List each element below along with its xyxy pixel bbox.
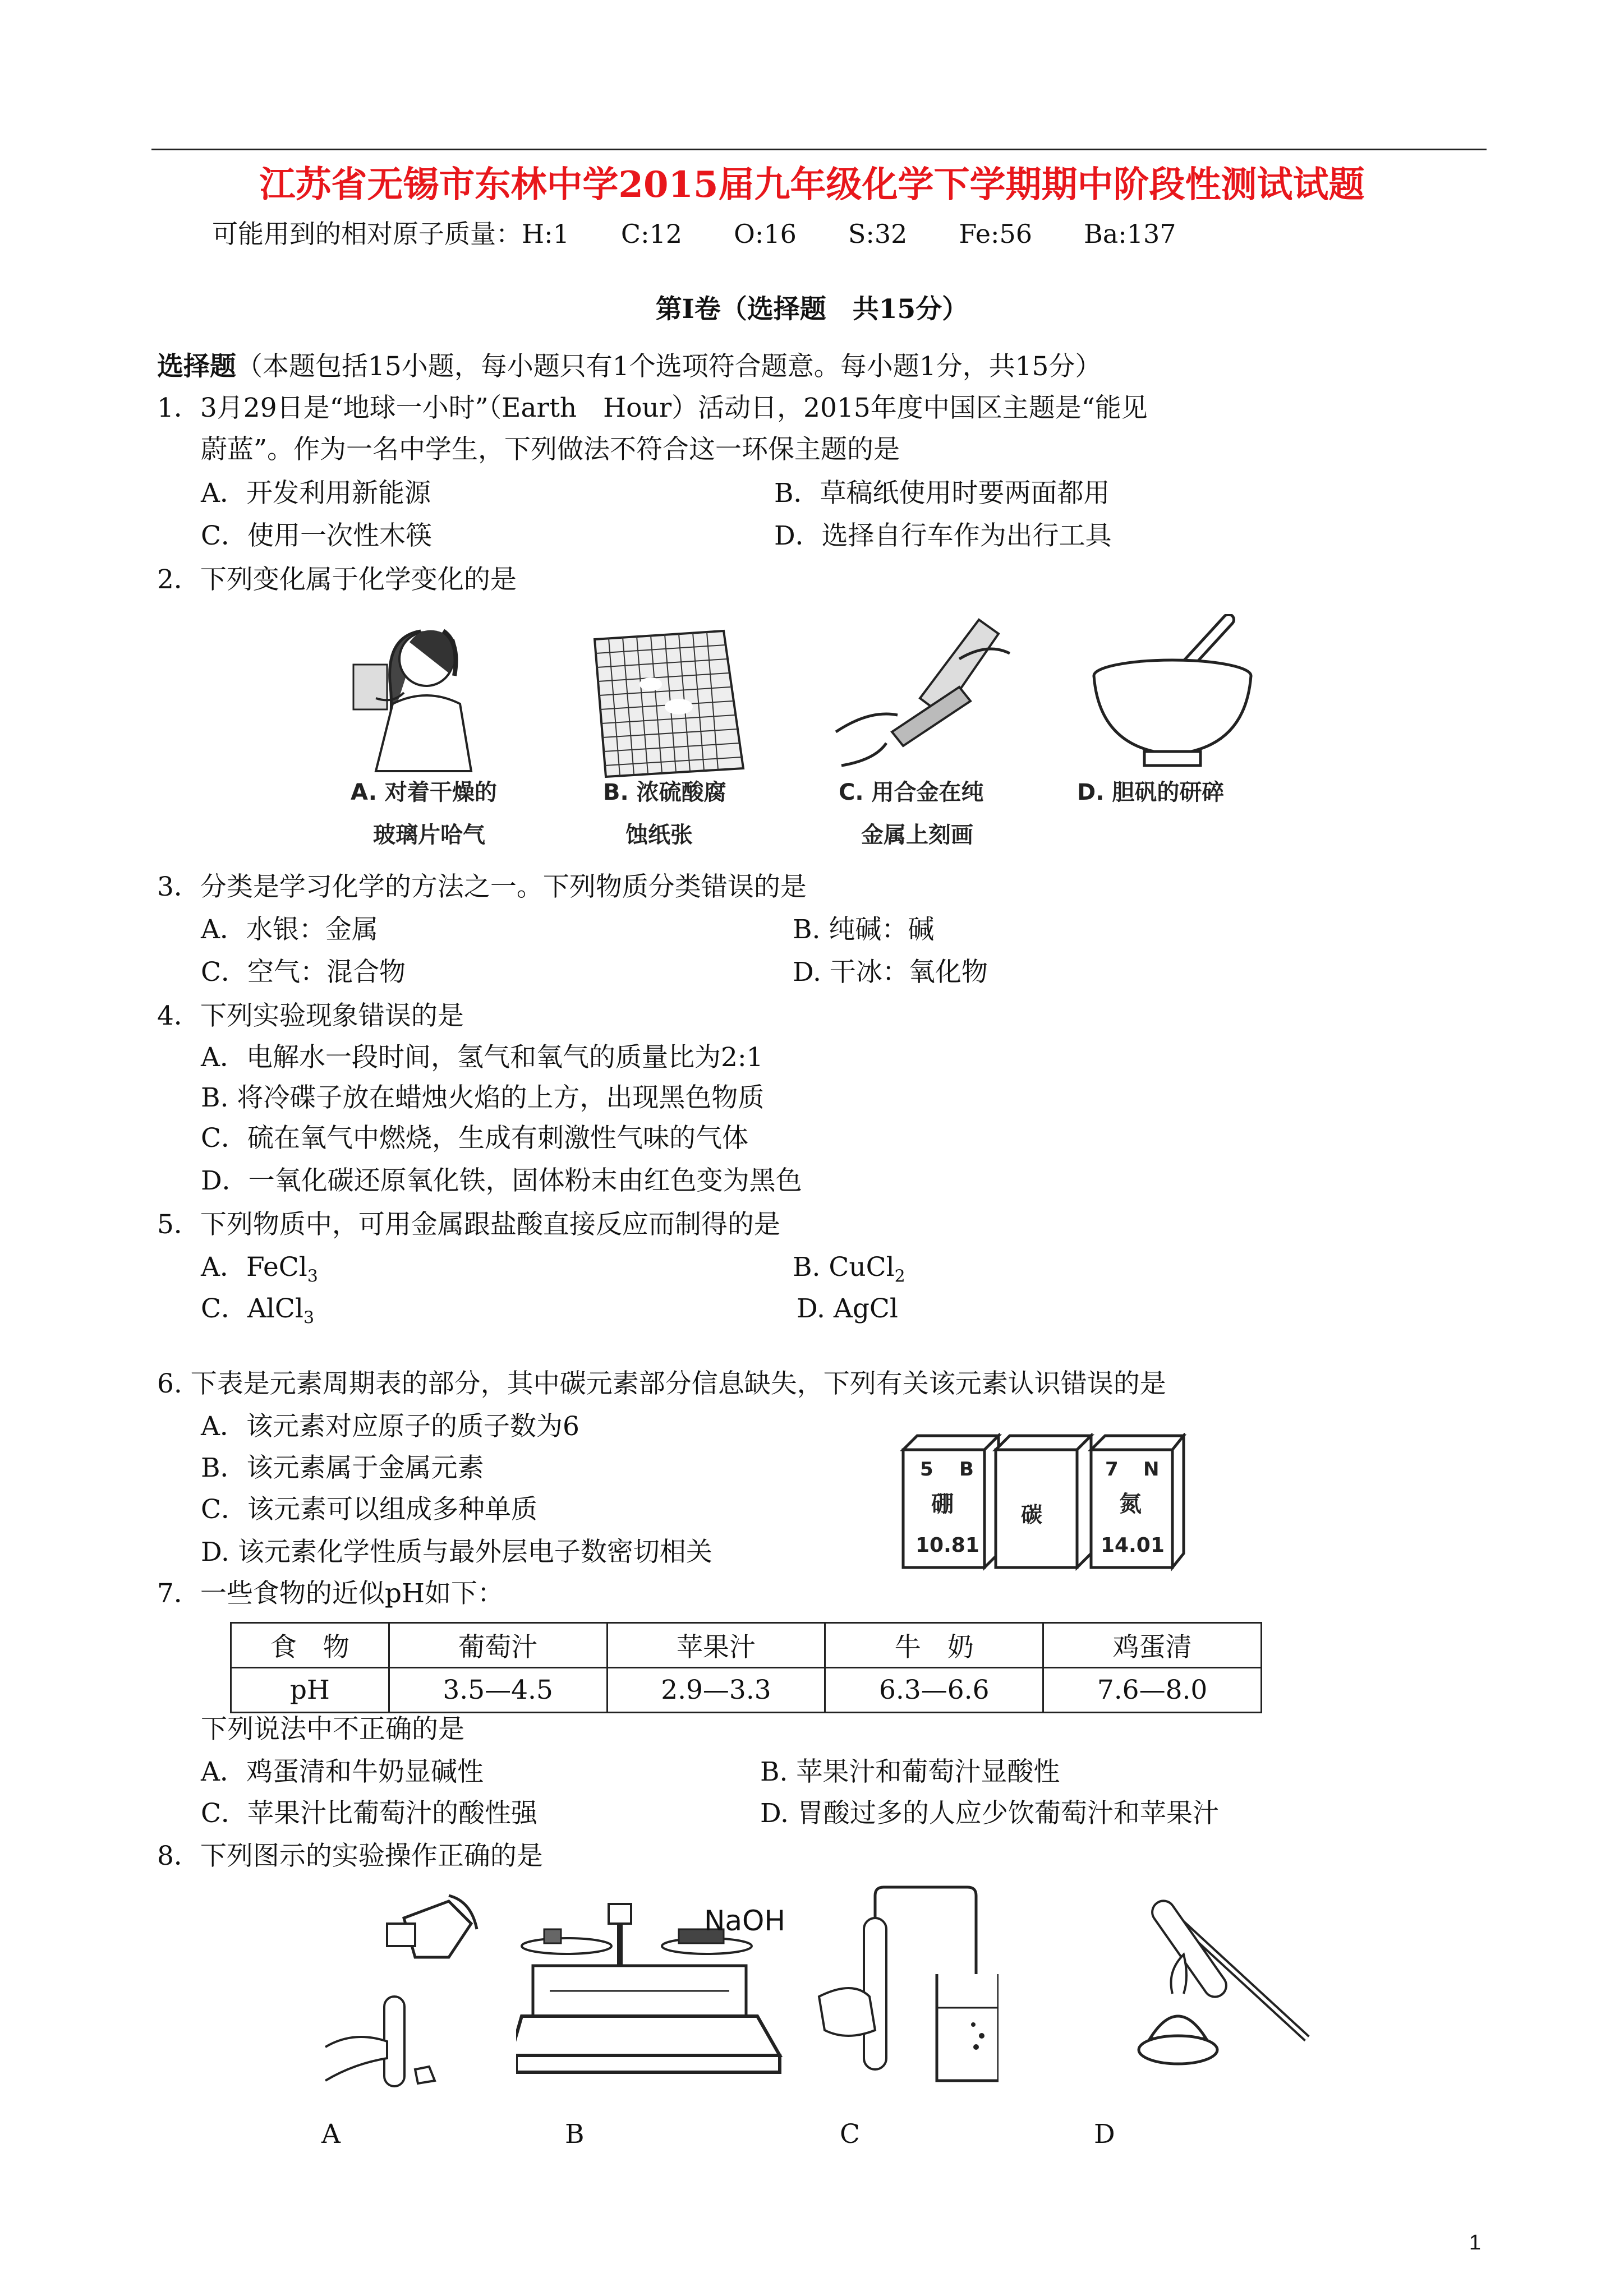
q8-label-a: A xyxy=(321,2119,341,2150)
page-number: 1 xyxy=(1469,2231,1481,2254)
q4-option-b: B. 将冷碟子放在蜡烛火焰的上方，出现黑色物质 xyxy=(201,1082,765,1113)
nitrogen-number: 7 xyxy=(1105,1458,1119,1481)
q1-stem-line1: 1．3月29日是“地球一小时”（Earth Hour）活动日，2015年度中国区主题是“能见 xyxy=(157,393,1148,423)
nitrogen-mass: 14.01 xyxy=(1101,1534,1165,1557)
q8-label-c: C xyxy=(840,2119,860,2150)
q7-option-b: B. 苹果汁和葡萄汁显酸性 xyxy=(760,1756,1060,1787)
table-header-cell: 鸡蛋清 xyxy=(1043,1623,1262,1668)
q5-option-a: A．FeCl$_3$ xyxy=(201,1252,318,1287)
q2-caption-d: D. 胆矾的研碎 xyxy=(1077,780,1225,805)
ph-table xyxy=(230,1622,1262,1713)
page-title: 江苏省无锡市东林中学2015届九年级化学下学期期中阶段性测试试题 xyxy=(259,164,1365,206)
q4-option-d: D．一氧化碳还原氧化铁，固体粉末由红色变为黑色 xyxy=(201,1165,802,1196)
atomic-masses: 可能用到的相对原子质量：H:1 C:12 O:16 S:32 Fe:56 Ba:137 xyxy=(212,219,1176,249)
q4-stem: 4．下列实验现象错误的是 xyxy=(157,1001,464,1031)
alloy-scratch-illustration xyxy=(830,603,1015,777)
q8-label-d: D xyxy=(1094,2119,1115,2150)
q8-label-b: B xyxy=(565,2119,585,2150)
q6-option-a: A．该元素对应原子的质子数为6 xyxy=(201,1411,579,1442)
q7-substem: 下列说法中不正确的是 xyxy=(201,1714,464,1745)
q5-option-c: C．AlCl$_3$ xyxy=(201,1293,315,1328)
q2-caption-c: C. 用合金在纯 金属上刻画 xyxy=(839,780,984,848)
table-header-cell: 苹果汁 xyxy=(607,1623,825,1668)
carbon-name: 碳 xyxy=(1021,1502,1043,1527)
q3-option-a: A．水银：金属 xyxy=(201,914,378,945)
table-row xyxy=(231,1668,1262,1713)
table-header-cell: 葡萄汁 xyxy=(389,1623,607,1668)
q4-option-c: C．硫在氧气中燃烧，生成有刺激性气味的气体 xyxy=(201,1123,748,1154)
nitrogen-name: 氮 xyxy=(1119,1491,1142,1517)
table-header-cell: 牛 奶 xyxy=(825,1623,1043,1668)
breathing-girl-illustration xyxy=(342,608,516,777)
section-intro: 选择题（本题包括15小题，每小题只有1个选项符合题意。每小题1分，共15分） xyxy=(157,351,1102,382)
q7-stem: 7．一些食物的近似pH如下： xyxy=(157,1578,504,1609)
q1-option-d: D．选择自行车作为出行工具 xyxy=(774,520,1112,551)
table-cell: pH xyxy=(231,1668,389,1713)
naoh-label: NaOH xyxy=(704,1905,785,1937)
q2-stem: 2．下列变化属于化学变化的是 xyxy=(157,564,517,595)
boron-mass: 10.81 xyxy=(915,1534,979,1557)
airtightness-check-illustration xyxy=(808,1884,999,2092)
mortar-pestle-illustration xyxy=(1083,614,1262,777)
section-title: 第Ⅰ卷（选择题 共15分） xyxy=(655,294,969,325)
table-cell: 7.6—8.0 xyxy=(1043,1668,1262,1713)
q8-stem: 8．下列图示的实验操作正确的是 xyxy=(157,1841,543,1871)
q6-option-b: B．该元素属于金属元素 xyxy=(201,1453,484,1483)
table-cell: 2.9—3.3 xyxy=(607,1668,825,1713)
q3-option-c: C．空气：混合物 xyxy=(201,957,406,988)
q7-option-c: C．苹果汁比葡萄汁的酸性强 xyxy=(201,1798,537,1829)
q7-option-d: D. 胃酸过多的人应少饮葡萄汁和苹果汁 xyxy=(760,1798,1219,1829)
table-header-cell: 食 物 xyxy=(231,1623,389,1668)
boron-name: 硼 xyxy=(931,1491,954,1517)
q2-caption-b: B. 浓硫酸腐 蚀纸张 xyxy=(603,780,726,848)
nitrogen-symbol: N xyxy=(1143,1458,1160,1481)
table-row xyxy=(231,1623,1262,1668)
pouring-liquid-illustration xyxy=(320,1884,488,2097)
header-rule xyxy=(151,149,1487,150)
q1-option-c: C．使用一次性木筷 xyxy=(201,520,432,551)
q1-option-a: A．开发利用新能源 xyxy=(201,478,431,509)
q4-option-a: A．电解水一段时间，氢气和氧气的质量比为2:1 xyxy=(201,1042,763,1073)
heating-test-tube-illustration xyxy=(1122,1882,1324,2095)
q6-option-c: C．该元素可以组成多种单质 xyxy=(201,1494,537,1525)
boron-number: 5 xyxy=(920,1458,933,1481)
q6-stem: 6. 下表是元素周期表的部分，其中碳元素部分信息缺失，下列有关该元素认识错误的是 xyxy=(157,1368,1166,1399)
boron-symbol: B xyxy=(959,1458,974,1481)
q5-stem: 5．下列物质中，可用金属跟盐酸直接反应而制得的是 xyxy=(157,1209,780,1240)
q7-option-a: A．鸡蛋清和牛奶显碱性 xyxy=(201,1756,484,1787)
q5-option-d: D. AgCl xyxy=(797,1293,898,1324)
q2-caption-a: A. 对着干燥的 玻璃片哈气 xyxy=(351,780,497,848)
paper-grid-illustration xyxy=(583,628,752,780)
q5-option-b: B. CuCl$_2$ xyxy=(793,1252,905,1287)
table-cell: 6.3—6.6 xyxy=(825,1668,1043,1713)
q3-option-b: B. 纯碱：碱 xyxy=(793,914,935,945)
q3-option-d: D. 干冰：氧化物 xyxy=(793,957,988,988)
q3-stem: 3．分类是学习化学的方法之一。下列物质分类错误的是 xyxy=(157,872,807,902)
q1-stem-line2: 蔚蓝”。作为一名中学生，下列做法不符合这一环保主题的是 xyxy=(201,434,900,465)
q6-option-d: D. 该元素化学性质与最外层电子数密切相关 xyxy=(201,1537,712,1567)
table-cell: 3.5—4.5 xyxy=(389,1668,607,1713)
q1-option-b: B．草稿纸使用时要两面都用 xyxy=(774,478,1110,509)
